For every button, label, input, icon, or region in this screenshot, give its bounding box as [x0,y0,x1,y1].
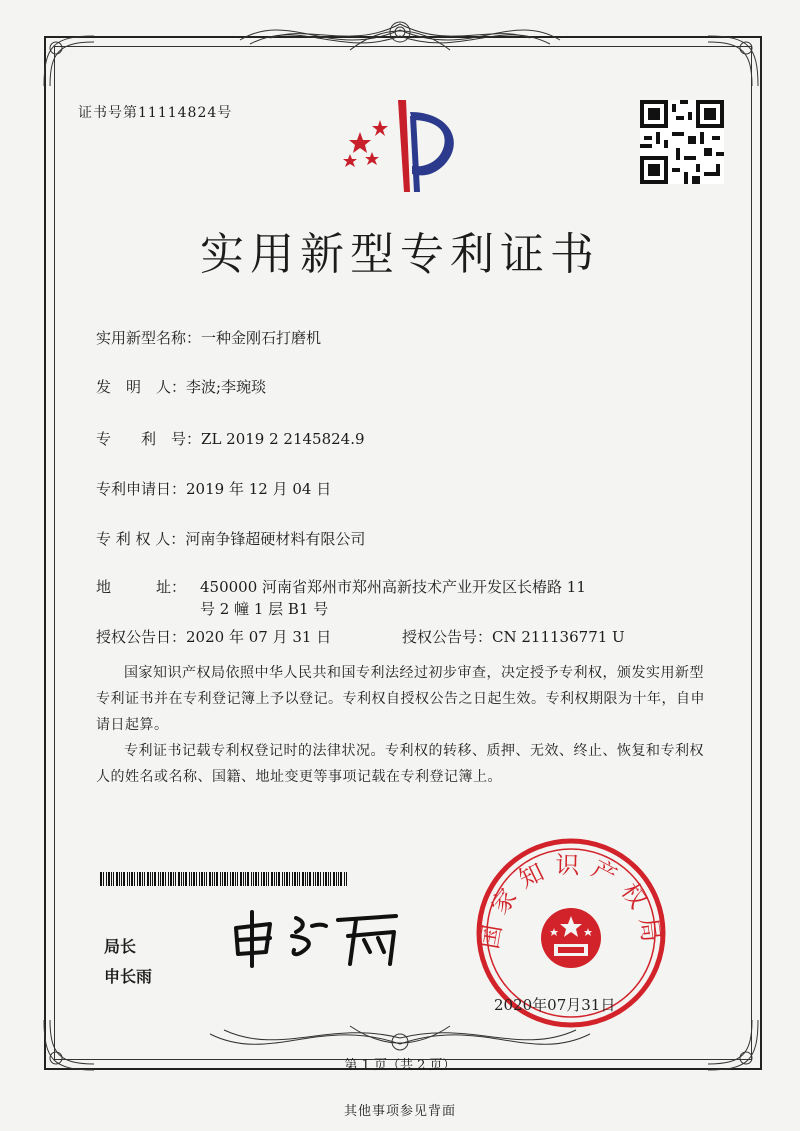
utility-model-name-value: 一种金刚石打磨机 [201,329,322,347]
certificate-number: 证书号第11114824号 [78,105,233,121]
grant-number-row [402,626,625,647]
patentee-row [96,528,365,549]
filing-date-value: 2019 年 12 月 04 日 [186,480,332,498]
patent-number-label: 专 利 号： [96,430,202,448]
inventor-value: 李波;李琬琰 [186,378,267,396]
utility-model-name-label: 实用新型名称： [96,329,202,347]
patent-number-row [96,428,365,449]
address-line-1: 450000 河南省郑州市郑州高新技术产业开发区长椿路 11 [200,578,586,596]
grant-date-row [96,626,331,647]
handwritten-signature [226,906,406,970]
inventor-row [96,376,266,397]
filing-date-label: 专利申请日： [96,480,187,498]
address-value [200,576,620,620]
grant-number-value: CN 211136771 U [492,628,625,646]
cnipa-logo-icon [340,92,470,202]
inventor-label: 发 明 人： [96,378,187,396]
address-line-2: 号 2 幢 1 层 B1 号 [200,600,329,618]
seal-text: 国家知识产权局 [475,851,667,954]
grant-number-label: 授权公告号： [402,628,493,646]
address-label: 地 址： [96,578,187,596]
barcode [100,872,350,886]
certificate-title: 实用新型专利证书 [200,229,600,280]
footer-note: 其他事项参见背面 [343,1104,456,1119]
seal-date: 2020年07月31日 [494,996,616,1014]
corner-ornament [34,26,104,96]
signer-title: 局长 [104,937,137,956]
utility-model-name-row [96,327,321,348]
national-emblem-icon [541,908,601,968]
patentee-label: 专 利 权 人： [96,530,186,548]
signer-name: 申长雨 [104,967,153,986]
body-paragraph-2: 专利证书记载专利权登记时的法律状况。专利权的转移、质押、无效、终止、恢复和专利权人的姓名或名称、国籍、地址变更等事项记载在专利登记簿上。 [96,743,704,785]
qr-code [640,100,724,184]
patent-number-value: ZL 2019 2 2145824.9 [201,430,365,448]
patentee-value: 河南争锋超硬材料有限公司 [185,530,366,548]
page-number: 第 1 页（共 2 页） [344,1058,456,1073]
filing-date-row [96,478,331,499]
grant-date-value: 2020 年 07 月 31 日 [186,628,332,646]
top-ornament [230,10,570,60]
grant-date-label: 授权公告日： [96,628,187,646]
body-paragraph-1: 国家知识产权局依照中华人民共和国专利法经过初步审查，决定授予专利权，颁发实用新型专利证书并在专利登记簿上予以登记。专利权自授权公告之日起生效。专利权期限为十年，自申请日起算。 [96,665,705,733]
corner-ornament [698,26,768,96]
